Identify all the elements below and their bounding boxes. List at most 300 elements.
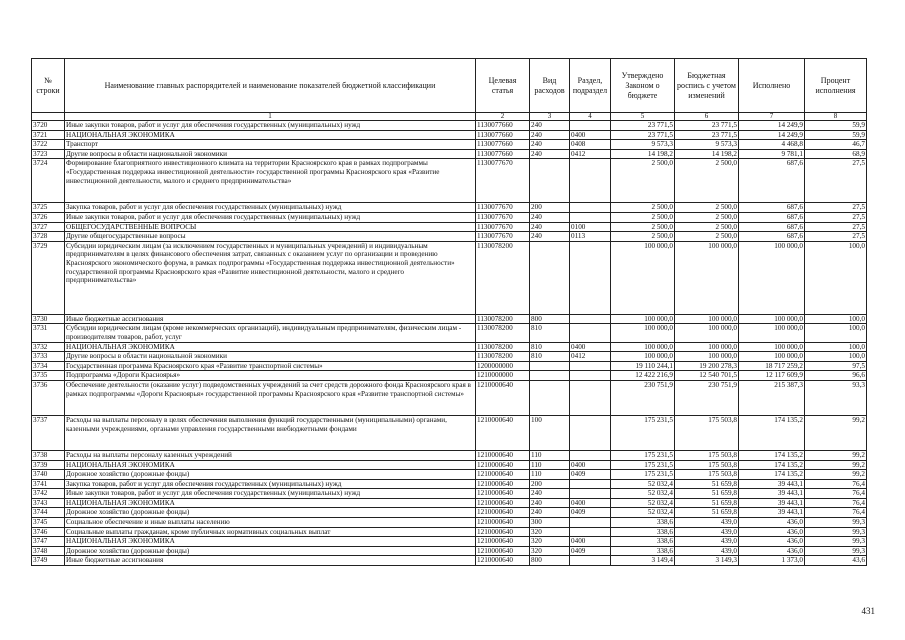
row-name: Транспорт <box>65 140 476 150</box>
header-name: Наименование главных распорядителей и наименование показателей бюджетной классификации <box>65 59 476 113</box>
row-revised: 175 503,8 <box>675 470 739 480</box>
row-target-article: 1210000640 <box>476 460 530 470</box>
row-section: 0409 <box>570 470 611 480</box>
row-target-article: 1130078200 <box>476 324 530 342</box>
row-approved: 52 032,4 <box>611 489 675 499</box>
column-number: 6 <box>675 113 739 121</box>
row-section <box>570 159 611 203</box>
column-number: 5 <box>611 113 675 121</box>
row-executed: 174 135,2 <box>739 415 805 450</box>
row-number: 3746 <box>32 527 65 537</box>
row-revised: 100 000,0 <box>675 352 739 362</box>
row-percent: 27,5 <box>805 203 867 213</box>
row-executed: 687,6 <box>739 212 805 222</box>
table-row <box>32 489 867 499</box>
table-row <box>32 222 867 232</box>
row-executed: 436,0 <box>739 546 805 556</box>
row-name: НАЦИОНАЛЬНАЯ ЭКОНОМИКА <box>65 537 476 547</box>
row-name: Социальное обеспечение и иные выплаты населению <box>65 518 476 528</box>
table-row <box>32 498 867 508</box>
row-section: 0412 <box>570 149 611 159</box>
row-target-article: 1210000640 <box>476 518 530 528</box>
row-section <box>570 479 611 489</box>
row-percent: 99,2 <box>805 450 867 460</box>
row-number: 3733 <box>32 352 65 362</box>
row-name: ОБЩЕГОСУДАРСТВЕННЫЕ ВОПРОСЫ <box>65 222 476 232</box>
row-executed: 100 000,0 <box>739 342 805 352</box>
row-approved: 100 000,0 <box>611 352 675 362</box>
row-executed: 174 135,2 <box>739 460 805 470</box>
row-expense-type: 110 <box>530 470 570 480</box>
row-expense-type <box>530 371 570 381</box>
row-number: 3729 <box>32 241 65 314</box>
row-expense-type: 240 <box>530 222 570 232</box>
row-executed: 215 387,3 <box>739 380 805 415</box>
row-number: 3749 <box>32 556 65 566</box>
row-name: Иные бюджетные ассигнования <box>65 556 476 566</box>
row-approved: 2 500,0 <box>611 212 675 222</box>
row-number: 3732 <box>32 342 65 352</box>
row-expense-type <box>530 380 570 415</box>
header-target-article: Целевая статья <box>476 59 530 113</box>
row-target-article: 1210000640 <box>476 450 530 460</box>
row-approved: 2 500,0 <box>611 222 675 232</box>
row-name: Расходы на выплаты персоналу в целях обеспечения выполнения функций государственными (муниципальными) органами, казенными учреждениями, органами управления государственными внебюджетными фондами <box>65 415 476 450</box>
row-expense-type: 200 <box>530 203 570 213</box>
row-revised: 439,0 <box>675 537 739 547</box>
table-row <box>32 450 867 460</box>
row-section: 0400 <box>570 130 611 140</box>
table-row <box>32 324 867 342</box>
row-number: 3743 <box>32 498 65 508</box>
row-expense-type: 320 <box>530 537 570 547</box>
row-name: Субсидии юридическим лицам (кроме некоммерческих организаций), индивидуальным предпринимателям, физическим лицам - производителям товаров, работ, услуг <box>65 324 476 342</box>
row-target-article: 1200000000 <box>476 361 530 371</box>
row-expense-type: 240 <box>530 508 570 518</box>
row-percent: 97,5 <box>805 361 867 371</box>
header-row-number: № строки <box>32 59 65 113</box>
row-name: Расходы на выплаты персоналу казенных учреждений <box>65 450 476 460</box>
row-executed: 39 443,1 <box>739 489 805 499</box>
row-revised: 175 503,8 <box>675 460 739 470</box>
row-target-article: 1130077660 <box>476 130 530 140</box>
row-executed: 14 249,9 <box>739 130 805 140</box>
row-percent: 76,4 <box>805 508 867 518</box>
row-number: 3720 <box>32 121 65 131</box>
row-number: 3721 <box>32 130 65 140</box>
row-percent: 99,2 <box>805 460 867 470</box>
row-percent: 96,6 <box>805 371 867 381</box>
row-percent: 99,2 <box>805 415 867 450</box>
row-percent: 93,3 <box>805 380 867 415</box>
row-expense-type: 240 <box>530 232 570 242</box>
row-expense-type: 240 <box>530 498 570 508</box>
row-number: 3728 <box>32 232 65 242</box>
row-section: 0100 <box>570 222 611 232</box>
row-expense-type: 320 <box>530 527 570 537</box>
row-target-article: 1130078200 <box>476 314 530 324</box>
row-number: 3723 <box>32 149 65 159</box>
row-percent: 27,5 <box>805 232 867 242</box>
row-approved: 14 198,2 <box>611 149 675 159</box>
column-number: 8 <box>805 113 867 121</box>
table-header-row <box>32 59 867 113</box>
row-revised: 14 198,2 <box>675 149 739 159</box>
row-name: НАЦИОНАЛЬНАЯ ЭКОНОМИКА <box>65 130 476 140</box>
row-target-article: 1130077670 <box>476 222 530 232</box>
row-revised: 51 659,8 <box>675 489 739 499</box>
row-number: 3741 <box>32 479 65 489</box>
row-number: 3725 <box>32 203 65 213</box>
row-expense-type: 240 <box>530 149 570 159</box>
row-percent: 59,9 <box>805 121 867 131</box>
row-approved: 52 032,4 <box>611 479 675 489</box>
row-percent: 43,6 <box>805 556 867 566</box>
table-row <box>32 342 867 352</box>
header-revised: Бюджетная роспись с учетом изменений <box>675 59 739 113</box>
table-row <box>32 546 867 556</box>
row-revised: 51 659,8 <box>675 508 739 518</box>
row-approved: 2 500,0 <box>611 203 675 213</box>
row-name: НАЦИОНАЛЬНАЯ ЭКОНОМИКА <box>65 342 476 352</box>
row-expense-type: 800 <box>530 556 570 566</box>
row-expense-type: 810 <box>530 324 570 342</box>
row-number: 3722 <box>32 140 65 150</box>
table-row <box>32 232 867 242</box>
row-executed: 174 135,2 <box>739 450 805 460</box>
row-revised: 19 200 278,3 <box>675 361 739 371</box>
row-number: 3735 <box>32 371 65 381</box>
budget-table <box>31 58 867 566</box>
row-executed: 687,6 <box>739 232 805 242</box>
row-section <box>570 556 611 566</box>
row-expense-type: 810 <box>530 342 570 352</box>
row-target-article: 1210000640 <box>476 470 530 480</box>
table-row <box>32 159 867 203</box>
row-section <box>570 324 611 342</box>
row-expense-type <box>530 241 570 314</box>
row-expense-type: 240 <box>530 130 570 140</box>
table-row <box>32 479 867 489</box>
row-percent: 27,5 <box>805 212 867 222</box>
header-executed: Исполнено <box>739 59 805 113</box>
column-number: 3 <box>530 113 570 121</box>
header-section: Раздел, подраздел <box>570 59 611 113</box>
row-executed: 100 000,0 <box>739 324 805 342</box>
row-expense-type: 240 <box>530 489 570 499</box>
row-name: Иные бюджетные ассигнования <box>65 314 476 324</box>
row-target-article: 1210000640 <box>476 537 530 547</box>
row-approved: 19 110 244,1 <box>611 361 675 371</box>
row-target-article: 1130077660 <box>476 140 530 150</box>
row-executed: 39 443,1 <box>739 508 805 518</box>
row-revised: 175 503,8 <box>675 450 739 460</box>
row-percent: 99,3 <box>805 527 867 537</box>
row-section: 0409 <box>570 546 611 556</box>
row-executed: 687,6 <box>739 222 805 232</box>
row-number: 3740 <box>32 470 65 480</box>
row-section <box>570 415 611 450</box>
row-name: Социальные выплаты гражданам, кроме публичных нормативных социальных выплат <box>65 527 476 537</box>
row-executed: 4 468,8 <box>739 140 805 150</box>
row-approved: 100 000,0 <box>611 241 675 314</box>
row-executed: 39 443,1 <box>739 479 805 489</box>
row-executed: 100 000,0 <box>739 352 805 362</box>
row-approved: 175 231,5 <box>611 460 675 470</box>
header-percent: Процент исполнения <box>805 59 867 113</box>
row-approved: 52 032,4 <box>611 498 675 508</box>
row-number: 3730 <box>32 314 65 324</box>
row-target-article: 1130077660 <box>476 121 530 131</box>
row-executed: 436,0 <box>739 518 805 528</box>
table-row <box>32 371 867 381</box>
row-expense-type: 110 <box>530 460 570 470</box>
row-section <box>570 489 611 499</box>
row-percent: 27,5 <box>805 159 867 203</box>
row-target-article: 1210000640 <box>476 479 530 489</box>
row-number: 3742 <box>32 489 65 499</box>
row-target-article: 1210000640 <box>476 380 530 415</box>
row-executed: 39 443,1 <box>739 498 805 508</box>
row-executed: 14 249,9 <box>739 121 805 131</box>
row-percent: 27,5 <box>805 222 867 232</box>
row-expense-type: 810 <box>530 352 570 362</box>
row-section: 0113 <box>570 232 611 242</box>
row-revised: 23 771,5 <box>675 121 739 131</box>
row-revised: 175 503,8 <box>675 415 739 450</box>
header-expense-type: Вид расходов <box>530 59 570 113</box>
header-approved: Утверждено Законом о бюджете <box>611 59 675 113</box>
row-section <box>570 371 611 381</box>
row-approved: 3 149,4 <box>611 556 675 566</box>
row-target-article: 1210000640 <box>476 489 530 499</box>
row-percent: 59,9 <box>805 130 867 140</box>
row-approved: 52 032,4 <box>611 508 675 518</box>
row-expense-type: 300 <box>530 518 570 528</box>
row-approved: 100 000,0 <box>611 314 675 324</box>
column-number: 1 <box>65 113 476 121</box>
row-executed: 436,0 <box>739 527 805 537</box>
row-approved: 100 000,0 <box>611 324 675 342</box>
page-number: 431 <box>861 606 875 616</box>
row-target-article: 1130077660 <box>476 149 530 159</box>
row-revised: 439,0 <box>675 527 739 537</box>
row-name: Закупка товаров, работ и услуг для обеспечения государственных (муниципальных) нужд <box>65 479 476 489</box>
row-target-article: 1130077670 <box>476 203 530 213</box>
row-section: 0400 <box>570 498 611 508</box>
row-section <box>570 241 611 314</box>
table-row <box>32 212 867 222</box>
row-target-article: 1130077670 <box>476 212 530 222</box>
row-target-article: 1210000640 <box>476 527 530 537</box>
column-number <box>32 113 65 121</box>
row-number: 3736 <box>32 380 65 415</box>
row-revised: 2 500,0 <box>675 222 739 232</box>
row-revised: 100 000,0 <box>675 342 739 352</box>
row-executed: 100 000,0 <box>739 241 805 314</box>
table-row <box>32 508 867 518</box>
row-revised: 12 540 701,5 <box>675 371 739 381</box>
row-executed: 687,6 <box>739 203 805 213</box>
table-row <box>32 361 867 371</box>
row-revised: 439,0 <box>675 546 739 556</box>
row-number: 3744 <box>32 508 65 518</box>
row-section: 0400 <box>570 342 611 352</box>
row-revised: 3 149,3 <box>675 556 739 566</box>
row-section <box>570 518 611 528</box>
row-expense-type: 800 <box>530 314 570 324</box>
row-number: 3731 <box>32 324 65 342</box>
row-name: НАЦИОНАЛЬНАЯ ЭКОНОМИКА <box>65 460 476 470</box>
row-approved: 338,6 <box>611 518 675 528</box>
row-revised: 9 573,3 <box>675 140 739 150</box>
row-number: 3724 <box>32 159 65 203</box>
row-approved: 9 573,3 <box>611 140 675 150</box>
row-revised: 2 500,0 <box>675 203 739 213</box>
table-row <box>32 518 867 528</box>
row-percent: 99,3 <box>805 537 867 547</box>
row-section <box>570 527 611 537</box>
row-revised: 100 000,0 <box>675 314 739 324</box>
table-row <box>32 380 867 415</box>
row-section <box>570 203 611 213</box>
row-approved: 23 771,5 <box>611 130 675 140</box>
column-number: 2 <box>476 113 530 121</box>
row-section: 0400 <box>570 537 611 547</box>
row-percent: 100,0 <box>805 342 867 352</box>
row-expense-type: 100 <box>530 415 570 450</box>
row-name: НАЦИОНАЛЬНАЯ ЭКОНОМИКА <box>65 498 476 508</box>
table-row <box>32 527 867 537</box>
row-section <box>570 121 611 131</box>
row-number: 3738 <box>32 450 65 460</box>
row-approved: 12 422 216,9 <box>611 371 675 381</box>
row-approved: 338,6 <box>611 546 675 556</box>
row-target-article: 1210000640 <box>476 556 530 566</box>
row-percent: 100,0 <box>805 314 867 324</box>
table-row <box>32 537 867 547</box>
row-expense-type: 320 <box>530 546 570 556</box>
row-percent: 76,4 <box>805 498 867 508</box>
row-target-article: 1130077670 <box>476 232 530 242</box>
table-row <box>32 121 867 131</box>
row-name: Иные закупки товаров, работ и услуг для обеспечения государственных (муниципальных) нужд <box>65 489 476 499</box>
row-target-article: 1210000640 <box>476 508 530 518</box>
row-number: 3739 <box>32 460 65 470</box>
row-executed: 436,0 <box>739 537 805 547</box>
row-approved: 2 500,0 <box>611 159 675 203</box>
row-approved: 338,6 <box>611 537 675 547</box>
row-approved: 338,6 <box>611 527 675 537</box>
row-name: Другие вопросы в области национальной экономики <box>65 352 476 362</box>
row-section <box>570 361 611 371</box>
row-expense-type <box>530 361 570 371</box>
column-number-row <box>32 113 867 121</box>
table-body <box>32 113 867 566</box>
table-row <box>32 130 867 140</box>
row-target-article: 1130078200 <box>476 342 530 352</box>
row-executed: 18 717 259,2 <box>739 361 805 371</box>
row-name: Другие вопросы в области национальной экономики <box>65 149 476 159</box>
row-name: Другие общегосударственные вопросы <box>65 232 476 242</box>
row-percent: 68,9 <box>805 149 867 159</box>
row-expense-type: 240 <box>530 140 570 150</box>
row-number: 3748 <box>32 546 65 556</box>
row-target-article: 1130078200 <box>476 241 530 314</box>
row-approved: 175 231,5 <box>611 450 675 460</box>
row-revised: 2 500,0 <box>675 232 739 242</box>
column-number: 4 <box>570 113 611 121</box>
row-percent: 99,3 <box>805 546 867 556</box>
table-row <box>32 203 867 213</box>
row-approved: 23 771,5 <box>611 121 675 131</box>
row-revised: 2 500,0 <box>675 159 739 203</box>
row-name: Подпрограмма «Дороги Красноярья» <box>65 371 476 381</box>
row-approved: 100 000,0 <box>611 342 675 352</box>
row-executed: 1 373,0 <box>739 556 805 566</box>
row-approved: 175 231,5 <box>611 415 675 450</box>
row-number: 3737 <box>32 415 65 450</box>
row-number: 3745 <box>32 518 65 528</box>
row-revised: 100 000,0 <box>675 241 739 314</box>
row-expense-type: 200 <box>530 479 570 489</box>
row-number: 3726 <box>32 212 65 222</box>
row-revised: 51 659,8 <box>675 498 739 508</box>
row-percent: 46,7 <box>805 140 867 150</box>
row-section: 0409 <box>570 508 611 518</box>
column-number: 7 <box>739 113 805 121</box>
table-row <box>32 314 867 324</box>
row-number: 3727 <box>32 222 65 232</box>
row-target-article: 1210000000 <box>476 371 530 381</box>
row-executed: 100 000,0 <box>739 314 805 324</box>
row-target-article: 1130077670 <box>476 159 530 203</box>
row-approved: 230 751,9 <box>611 380 675 415</box>
row-revised: 230 751,9 <box>675 380 739 415</box>
row-expense-type: 240 <box>530 121 570 131</box>
table-row <box>32 352 867 362</box>
row-percent: 99,2 <box>805 470 867 480</box>
table-row <box>32 149 867 159</box>
row-section <box>570 212 611 222</box>
row-section <box>570 314 611 324</box>
row-expense-type: 240 <box>530 212 570 222</box>
row-target-article: 1210000640 <box>476 415 530 450</box>
row-revised: 23 771,5 <box>675 130 739 140</box>
row-target-article: 1210000640 <box>476 546 530 556</box>
table-row <box>32 470 867 480</box>
row-number: 3734 <box>32 361 65 371</box>
row-section: 0400 <box>570 460 611 470</box>
table-row <box>32 140 867 150</box>
row-name: Субсидии юридическим лицам (за исключением государственных и муниципальных учреждений) и индивидуальным предпринимателям в целях финансового обеспечения затрат, связанных с оказанием услуг по организации и проведению Красноярского экономического форума, в рамках подпрограммы «Государственная поддержка инвестиционной деятельности» государственной программы Красноярского края «Развитие инвестиционной деятельности, малого и среднего предпринимательства» <box>65 241 476 314</box>
row-executed: 9 781,1 <box>739 149 805 159</box>
table-row <box>32 556 867 566</box>
row-revised: 100 000,0 <box>675 324 739 342</box>
row-section <box>570 450 611 460</box>
row-percent: 100,0 <box>805 324 867 342</box>
row-revised: 2 500,0 <box>675 212 739 222</box>
row-name: Дорожное хозяйство (дорожные фонды) <box>65 470 476 480</box>
row-executed: 174 135,2 <box>739 470 805 480</box>
row-expense-type: 110 <box>530 450 570 460</box>
row-expense-type <box>530 159 570 203</box>
table-row <box>32 241 867 314</box>
table-row <box>32 415 867 450</box>
row-name: Дорожное хозяйство (дорожные фонды) <box>65 546 476 556</box>
row-section <box>570 380 611 415</box>
row-percent: 100,0 <box>805 352 867 362</box>
